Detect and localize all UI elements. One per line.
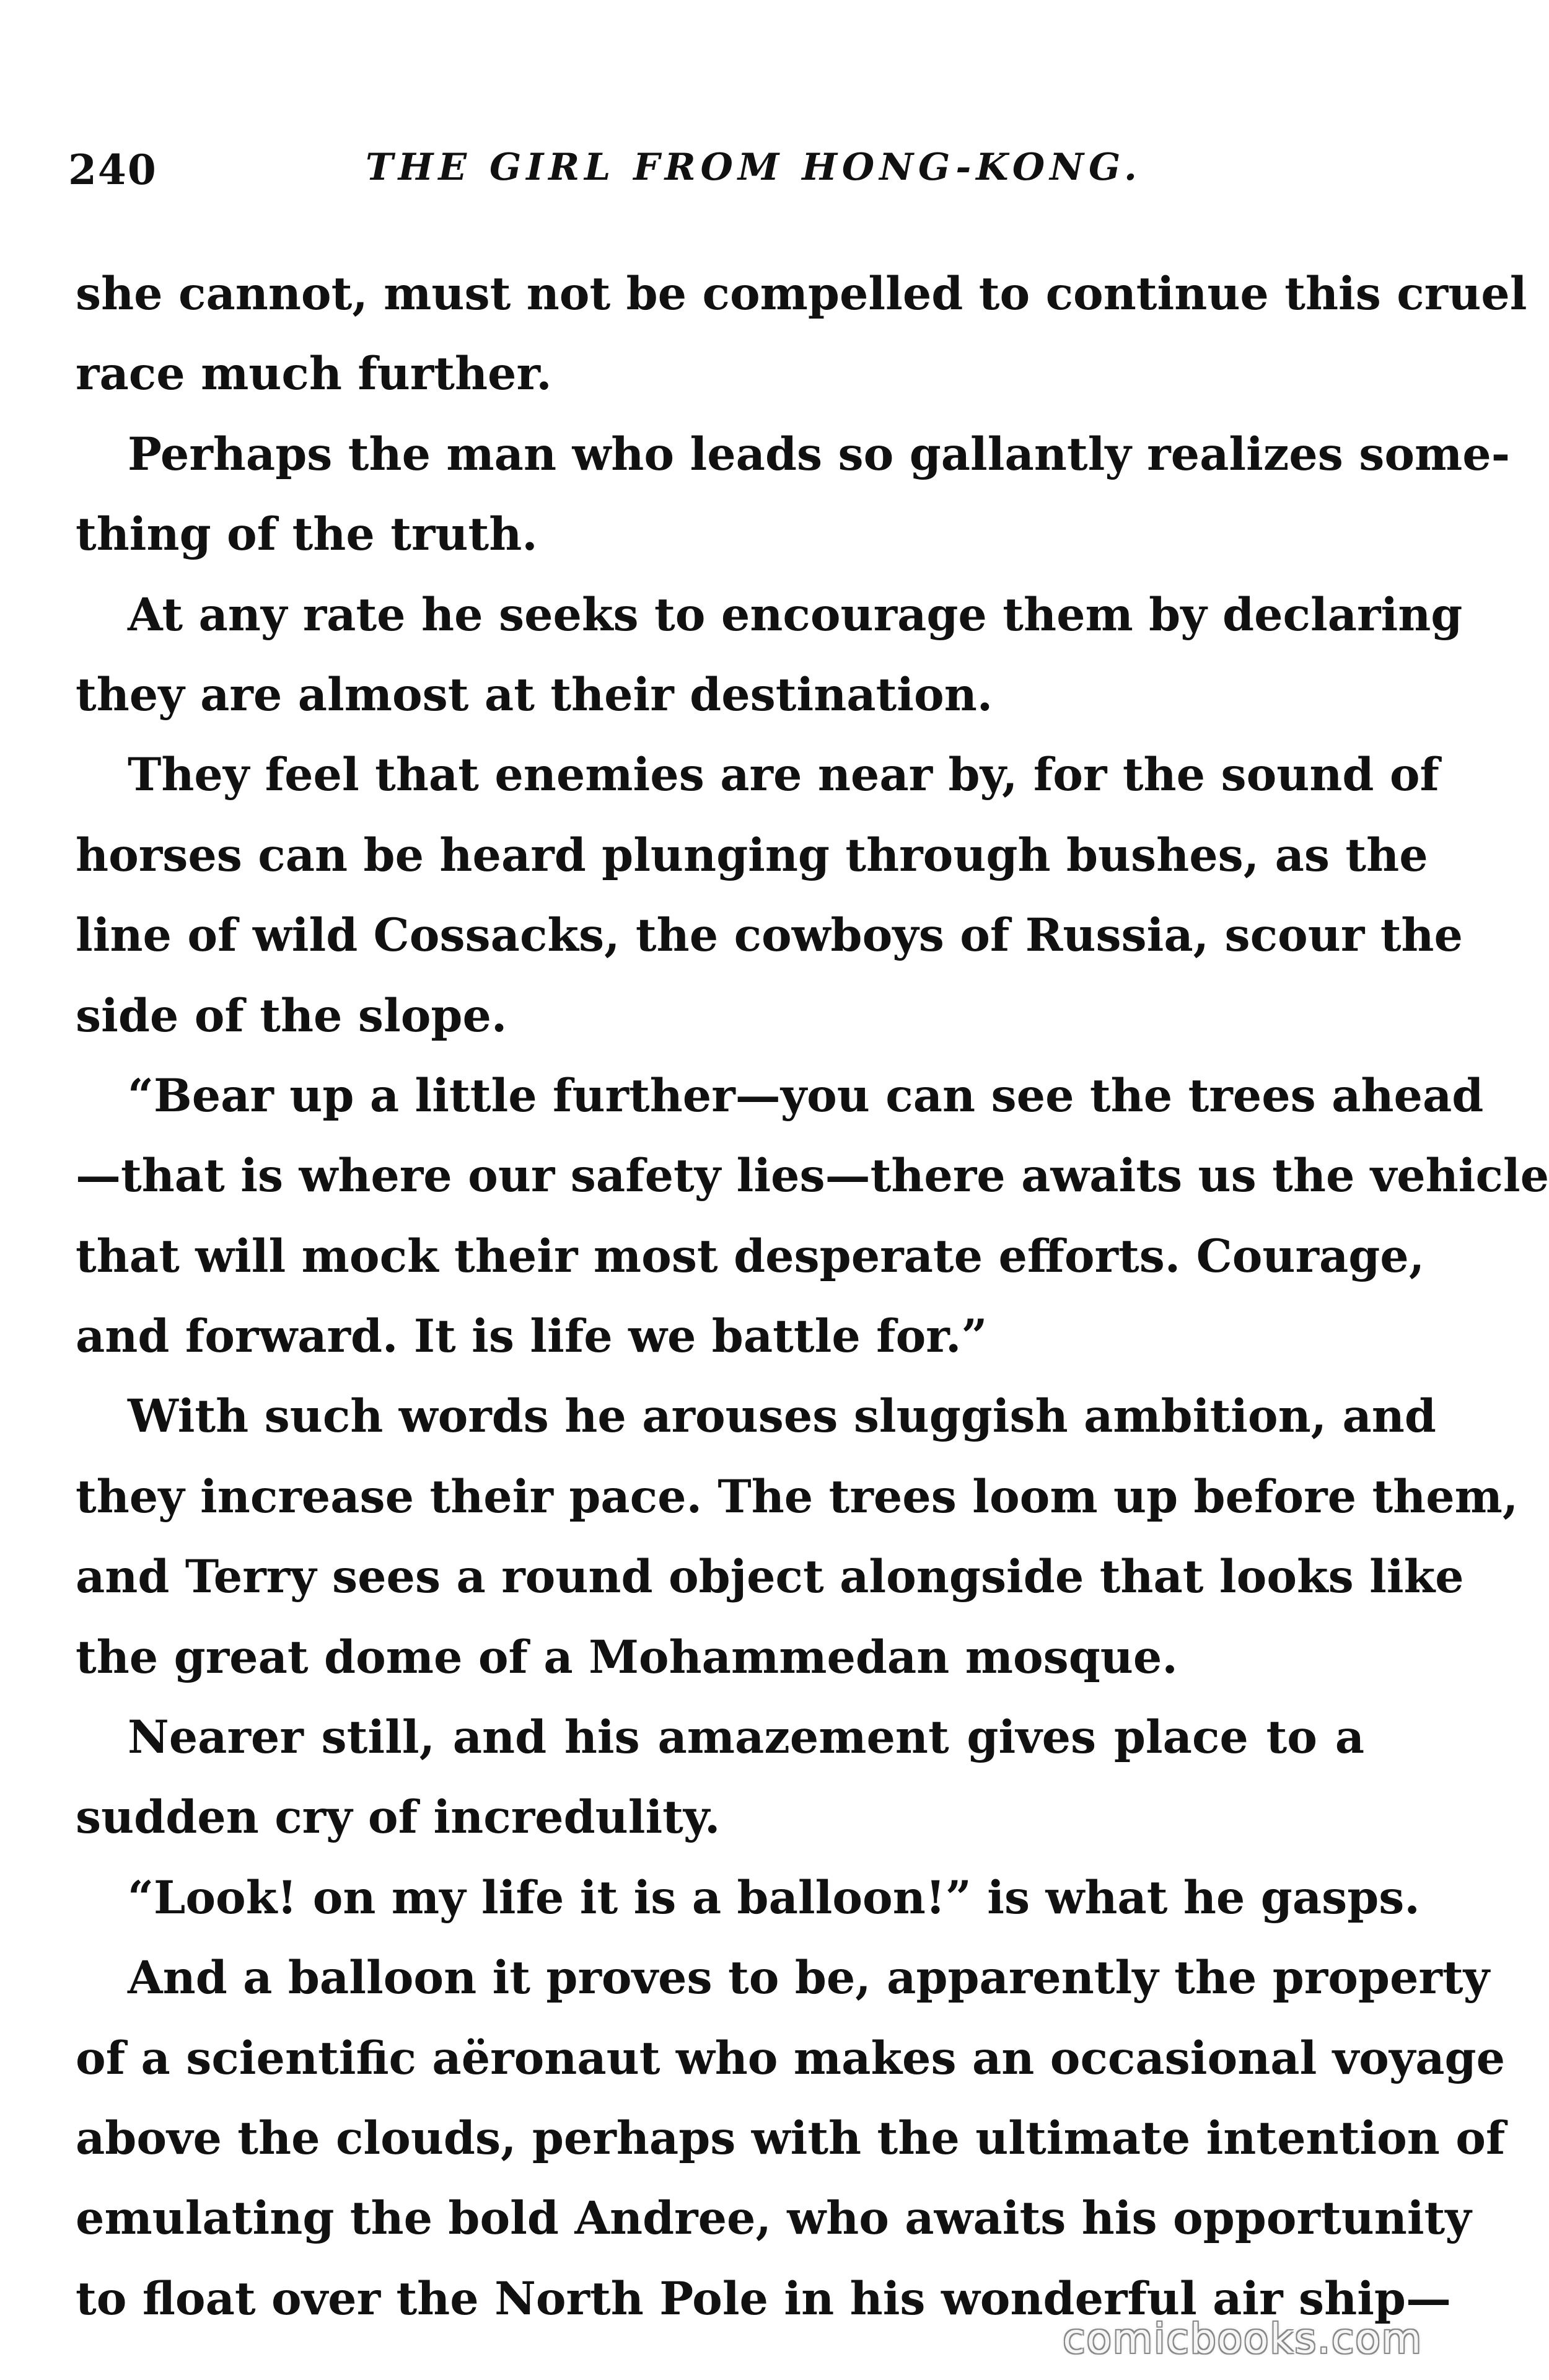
- page-number: 240: [68, 146, 157, 194]
- paragraph-start-line: They feel that enemies are near by, for the sound of: [128, 748, 1439, 802]
- text-line: emulating the bold Andree, who awaits his opportunity: [76, 2192, 1472, 2246]
- text-line: race much further.: [76, 347, 552, 401]
- text-line: and Terry sees a round object alongside that looks like: [76, 1550, 1464, 1604]
- text-line: above the clouds, perhaps with the ultimate intention of: [76, 2111, 1506, 2165]
- text-line: line of wild Cossacks, the cowboys of Russia, scour the: [76, 909, 1463, 963]
- text-line: horses can be heard plunging through bushes, as the: [76, 828, 1428, 882]
- running-head: THE GIRL FROM HONG-KONG.: [366, 146, 1142, 189]
- paragraph-start-line: At any rate he seeks to encourage them by declaring: [128, 588, 1463, 641]
- text-line: that will mock their most desperate efforts. Courage,: [76, 1229, 1425, 1283]
- text-line: —that is where our safety lies—there awaits us the vehicle: [76, 1149, 1549, 1203]
- text-line: and forward. It is life we battle for.”: [76, 1310, 988, 1364]
- text-line: to float over the North Pole in his wonderful air ship—: [76, 2272, 1451, 2325]
- page-header: [68, 146, 1385, 201]
- paragraph-start-line: Nearer still, and his amazement gives place to a: [128, 1711, 1364, 1765]
- text-line: sudden cry of incredulity.: [76, 1791, 721, 1844]
- text-line: thing of the truth.: [76, 508, 538, 562]
- paragraph-start-line: And a balloon it proves to be, apparently the property: [128, 1951, 1490, 2005]
- text-line: they increase their pace. The trees loom up before them,: [76, 1470, 1519, 1523]
- paragraph-start-line: “Look! on my life it is a balloon!” is what he gasps.: [128, 1871, 1420, 1924]
- watermark: comicbooks.com: [1063, 2315, 1423, 2363]
- text-line: side of the slope.: [76, 989, 507, 1042]
- text-line: they are almost at their destination.: [76, 668, 993, 721]
- paragraph-start-line: Perhaps the man who leads so gallantly realizes some-: [128, 427, 1511, 481]
- text-line: the great dome of a Mohammedan mosque.: [76, 1630, 1178, 1684]
- paragraph-start-line: With such words he arouses sluggish ambition, and: [128, 1390, 1436, 1443]
- paragraph-start-line: “Bear up a little further—you can see the trees ahead: [128, 1069, 1484, 1122]
- text-line: she cannot, must not be compelled to continue this cruel: [76, 267, 1527, 320]
- text-line: of a scientific aëronaut who makes an occasional voyage: [76, 2031, 1506, 2085]
